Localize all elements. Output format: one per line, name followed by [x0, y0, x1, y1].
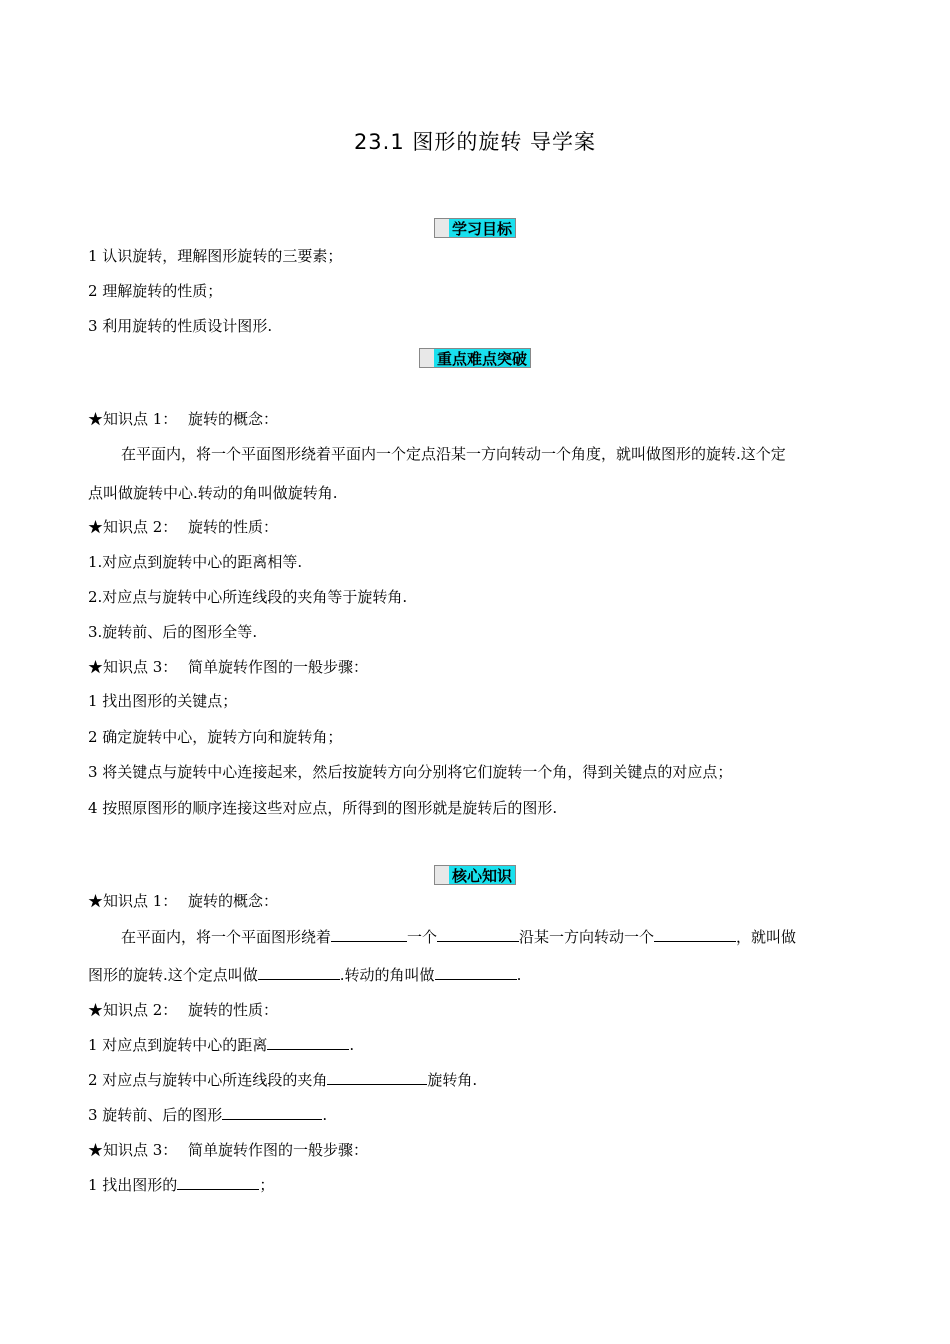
fill-blank-line	[88, 1104, 327, 1125]
answer-blank[interactable]	[654, 927, 736, 942]
knowledge-point-heading	[88, 1139, 368, 1160]
knowledge-point-heading	[88, 408, 278, 429]
section-label: 核心知识	[449, 865, 516, 885]
kp-title: 旋转的概念：	[188, 892, 279, 910]
section-header-core	[0, 865, 950, 887]
text: 在平面内，将一个平面图形绕着	[121, 928, 332, 946]
header-marker	[419, 348, 434, 368]
text: .转动的角叫做	[339, 966, 435, 984]
answer-blank[interactable]	[177, 1175, 259, 1190]
text: 旋转角.	[427, 1071, 478, 1089]
text: .	[516, 966, 522, 984]
kp-title: 旋转的性质：	[188, 518, 279, 536]
fill-blank-line	[121, 926, 796, 947]
text: 2 对应点与旋转中心所连线段的夹角	[88, 1071, 328, 1089]
text: ；	[259, 1176, 275, 1194]
text: 1 找出图形的	[88, 1176, 178, 1194]
answer-blank[interactable]	[267, 1035, 349, 1050]
objective-item: 3 利用旋转的性质设计图形.	[88, 317, 273, 335]
fill-blank-line	[88, 1174, 274, 1195]
text: 沿某一方向转动一个	[519, 928, 655, 946]
kp-label: ★知识点 2：	[88, 1001, 178, 1019]
paragraph-line: 在平面内，将一个平面图形绕着平面内一个定点沿某一方向转动一个角度，就叫做图形的旋转.这个定	[121, 445, 786, 463]
kp-title: 简单旋转作图的一般步骤：	[188, 1141, 369, 1159]
answer-blank[interactable]	[222, 1105, 322, 1120]
knowledge-point-heading	[88, 999, 278, 1020]
property-item: 2.对应点与旋转中心所连线段的夹角等于旋转角.	[88, 588, 408, 606]
section-header-objectives	[0, 218, 950, 240]
page-title: 23.1 图形的旋转 导学案	[353, 130, 597, 154]
fill-blank-line	[88, 1069, 477, 1090]
step-item: 4 按照原图形的顺序连接这些对应点，所得到的图形就是旋转后的图形.	[88, 799, 558, 817]
kp-label: ★知识点 3：	[88, 1141, 178, 1159]
kp-label: ★知识点 2：	[88, 518, 178, 536]
answer-blank[interactable]	[258, 965, 340, 980]
answer-blank[interactable]	[327, 1070, 427, 1085]
knowledge-point-heading	[88, 656, 368, 677]
answer-blank[interactable]	[435, 965, 517, 980]
text: 3 旋转前、后的图形	[88, 1106, 223, 1124]
text: 一个	[407, 928, 438, 946]
step-item: 3 将关键点与旋转中心连接起来，然后按旋转方向分别将它们旋转一个角，得到关键点的对应点；	[88, 763, 733, 781]
answer-blank[interactable]	[331, 927, 407, 942]
section-label: 学习目标	[449, 218, 516, 238]
objective-item: 2 理解旋转的性质；	[88, 282, 223, 300]
text: .	[322, 1106, 328, 1124]
step-item: 2 确定旋转中心，旋转方向和旋转角；	[88, 728, 343, 746]
kp-label: ★知识点 1：	[88, 410, 178, 428]
text: 图形的旋转.这个定点叫做	[88, 966, 258, 984]
answer-blank[interactable]	[437, 927, 519, 942]
fill-blank-line	[88, 1034, 354, 1055]
kp-title: 旋转的性质：	[188, 1001, 279, 1019]
section-label: 重点难点突破	[434, 348, 531, 368]
fill-blank-line	[88, 964, 521, 985]
text: 1 对应点到旋转中心的距离	[88, 1036, 268, 1054]
text: ，就叫做	[736, 928, 797, 946]
kp-title: 简单旋转作图的一般步骤：	[188, 658, 369, 676]
step-item: 1 找出图形的关键点；	[88, 692, 238, 710]
text: .	[349, 1036, 355, 1054]
section-header-key-points	[0, 348, 950, 370]
paragraph-line: 点叫做旋转中心.转动的角叫做旋转角.	[88, 484, 338, 502]
header-marker	[434, 865, 449, 885]
property-item: 1.对应点到旋转中心的距离相等.	[88, 553, 303, 571]
knowledge-point-heading	[88, 516, 278, 537]
kp-label: ★知识点 3：	[88, 658, 178, 676]
kp-title: 旋转的概念：	[188, 410, 279, 428]
objective-item: 1 认识旋转，理解图形旋转的三要素；	[88, 247, 343, 265]
kp-label: ★知识点 1：	[88, 892, 178, 910]
property-item: 3.旋转前、后的图形全等.	[88, 623, 258, 641]
header-marker	[434, 218, 449, 238]
knowledge-point-heading	[88, 890, 278, 911]
